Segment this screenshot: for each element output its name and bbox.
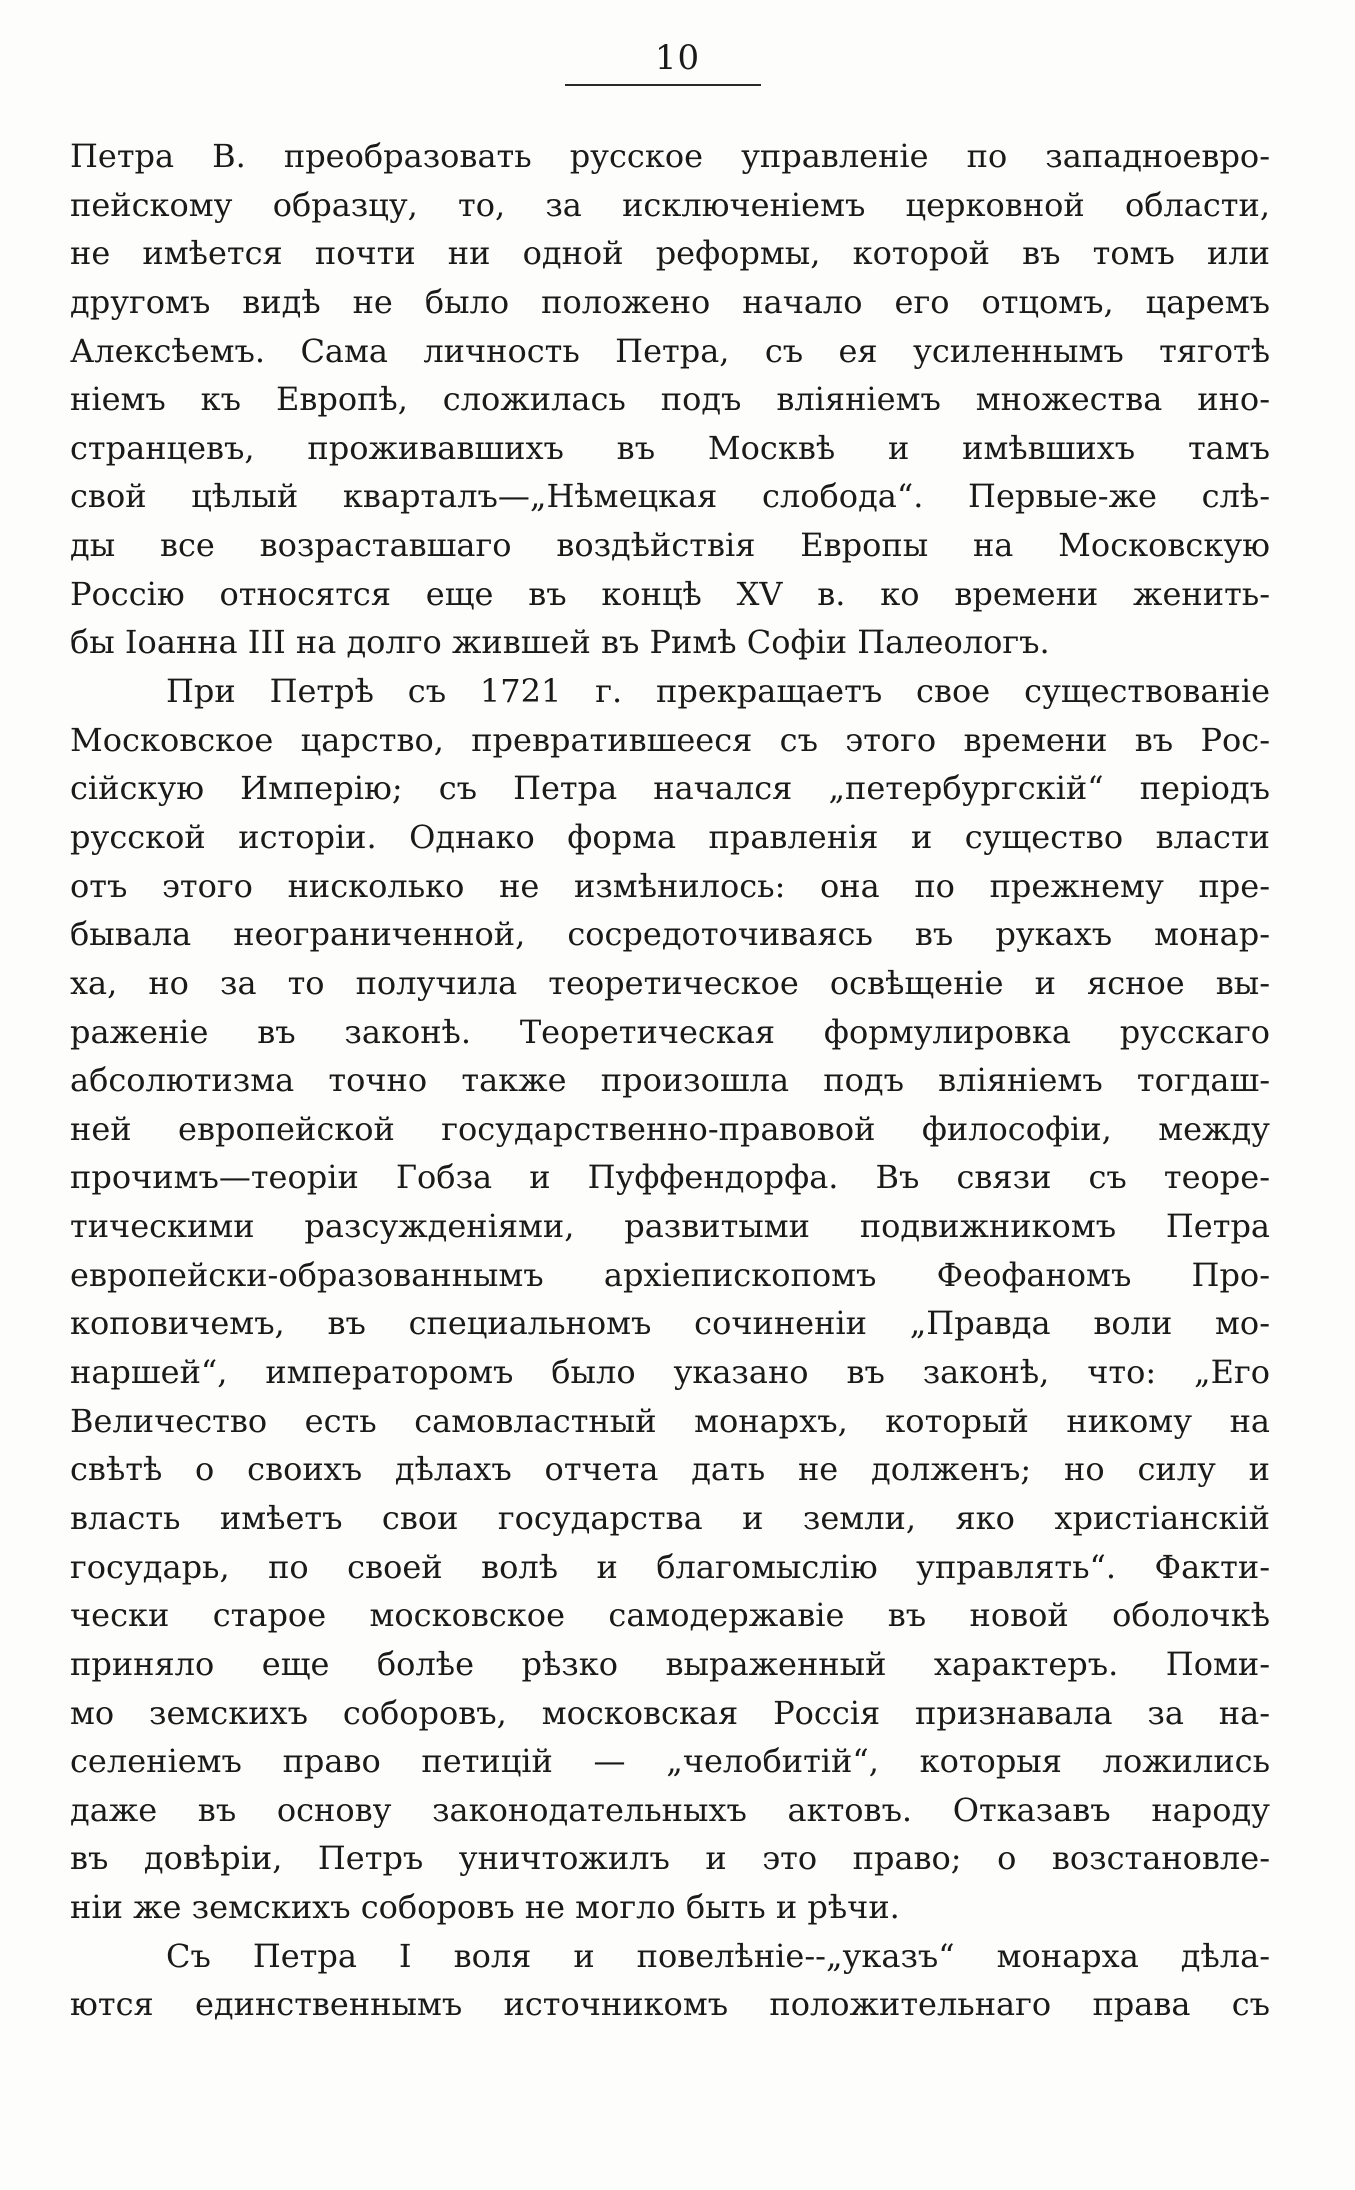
header-rule: [565, 84, 761, 86]
text-line: раженіе въ законѣ. Теоретическая формулировка русскаго: [70, 1012, 1270, 1051]
text-line: При Петрѣ съ 1721 г. прекращаетъ свое существованіе: [166, 672, 1270, 711]
text-line: ніемъ къ Европѣ, сложилась подъ вліяніемъ множества ино-: [70, 380, 1270, 419]
paragraph-2: [70, 667, 1270, 1932]
paragraph-1: [70, 132, 1270, 667]
text-line: ются единственнымъ источникомъ положительнаго права съ: [70, 1985, 1270, 2024]
text-line: приняло еще болѣе рѣзко выраженный характеръ. Поми-: [70, 1644, 1270, 1683]
text-line: даже въ основу законодательныхъ актовъ. Отказавъ народу: [70, 1790, 1270, 1829]
text-line: чески старое московское самодержавіе въ новой оболочкѣ: [70, 1596, 1270, 1635]
text-line: Россію относятся еще въ концѣ XV в. ко времени женить-: [70, 574, 1270, 613]
text-line: тическими разсужденіями, развитыми подвижникомъ Петра: [70, 1207, 1270, 1246]
text-line: ніи же земскихъ соборовъ не могло быть и рѣчи.: [70, 1888, 900, 1927]
page-number: 10: [654, 38, 701, 78]
text-line: Величество есть самовластный монархъ, который никому на: [70, 1401, 1270, 1440]
text-line: Петра В. преобразовать русское управленіе по западноевро-: [70, 137, 1270, 175]
text-line: пейскому образцу, то, за исключеніемъ церковной области,: [70, 185, 1270, 224]
text-line: странцевъ, проживавшихъ въ Москвѣ и имѣвшихъ тамъ: [70, 428, 1270, 467]
text-line: свѣтѣ о своихъ дѣлахъ отчета дать не долженъ; но силу и: [70, 1450, 1270, 1489]
text-line: коповичемъ, въ специальномъ сочиненіи „Правда воли мо-: [70, 1304, 1270, 1343]
text-line: государь, по своей волѣ и благомыслію управлять“. Факти-: [70, 1547, 1270, 1586]
text-line: наршей“, императоромъ было указано въ законѣ, что: „Его: [70, 1353, 1270, 1392]
text-line: Московское царство, превратившееся съ этого времени въ Рос-: [70, 720, 1270, 759]
text-line: селеніемъ право петицій — „челобитій“, которыя ложились: [70, 1742, 1270, 1781]
text-line: европейски-образованнымъ архіепископомъ Феофаномъ Про-: [70, 1255, 1270, 1294]
paragraph-3: [70, 1932, 1270, 2029]
text-line: ней европейской государственно-правовой философіи, между: [70, 1109, 1270, 1148]
text-line: ха, но за то получила теоретическое освѣщеніе и ясное вы-: [70, 963, 1270, 1002]
text-line: сійскую Имперію; съ Петра начался „петербургскій“ періодъ: [70, 769, 1270, 808]
text-line: власть имѣетъ свои государства и земли, яко христіанскій: [70, 1498, 1270, 1537]
page-header: [0, 38, 1355, 78]
text-line: Съ Петра I воля и повелѣніе--„указъ“ монарха дѣла-: [166, 1936, 1270, 1975]
body-text: [70, 132, 1270, 2029]
text-line: прочимъ—теоріи Гобза и Пуффендорфа. Въ связи съ теоре-: [70, 1158, 1270, 1197]
text-line: мо земскихъ соборовъ, московская Россія признавала за на-: [70, 1693, 1270, 1732]
text-line: ды все возраставшаго воздѣйствія Европы на Московскую: [70, 526, 1270, 565]
text-line: отъ этого нисколько не измѣнилось: она по прежнему пре-: [70, 866, 1270, 905]
text-line: абсолютизма точно также произошла подъ вліяніемъ тогдаш-: [70, 1061, 1270, 1100]
text-line: въ довѣріи, Петръ уничтожилъ и это право; о возстановле-: [70, 1839, 1270, 1878]
text-line: свой цѣлый кварталъ—„Нѣмецкая слобода“. Первые-же слѣ-: [70, 477, 1270, 516]
text-line: бывала неограниченной, сосредоточиваясь въ рукахъ монар-: [70, 915, 1270, 954]
text-line: бы Іоанна III на долго жившей въ Римѣ Софіи Палеологъ.: [70, 623, 1050, 662]
text-line: другомъ видѣ не было положено начало его отцомъ, царемъ: [70, 282, 1270, 321]
text-line: не имѣется почти ни одной реформы, которой въ томъ или: [70, 234, 1270, 273]
text-line: русской исторіи. Однако форма правленія и существо власти: [70, 817, 1270, 856]
text-line: Алексѣемъ. Сама личность Петра, съ ея усиленнымъ тяготѣ: [70, 331, 1270, 370]
